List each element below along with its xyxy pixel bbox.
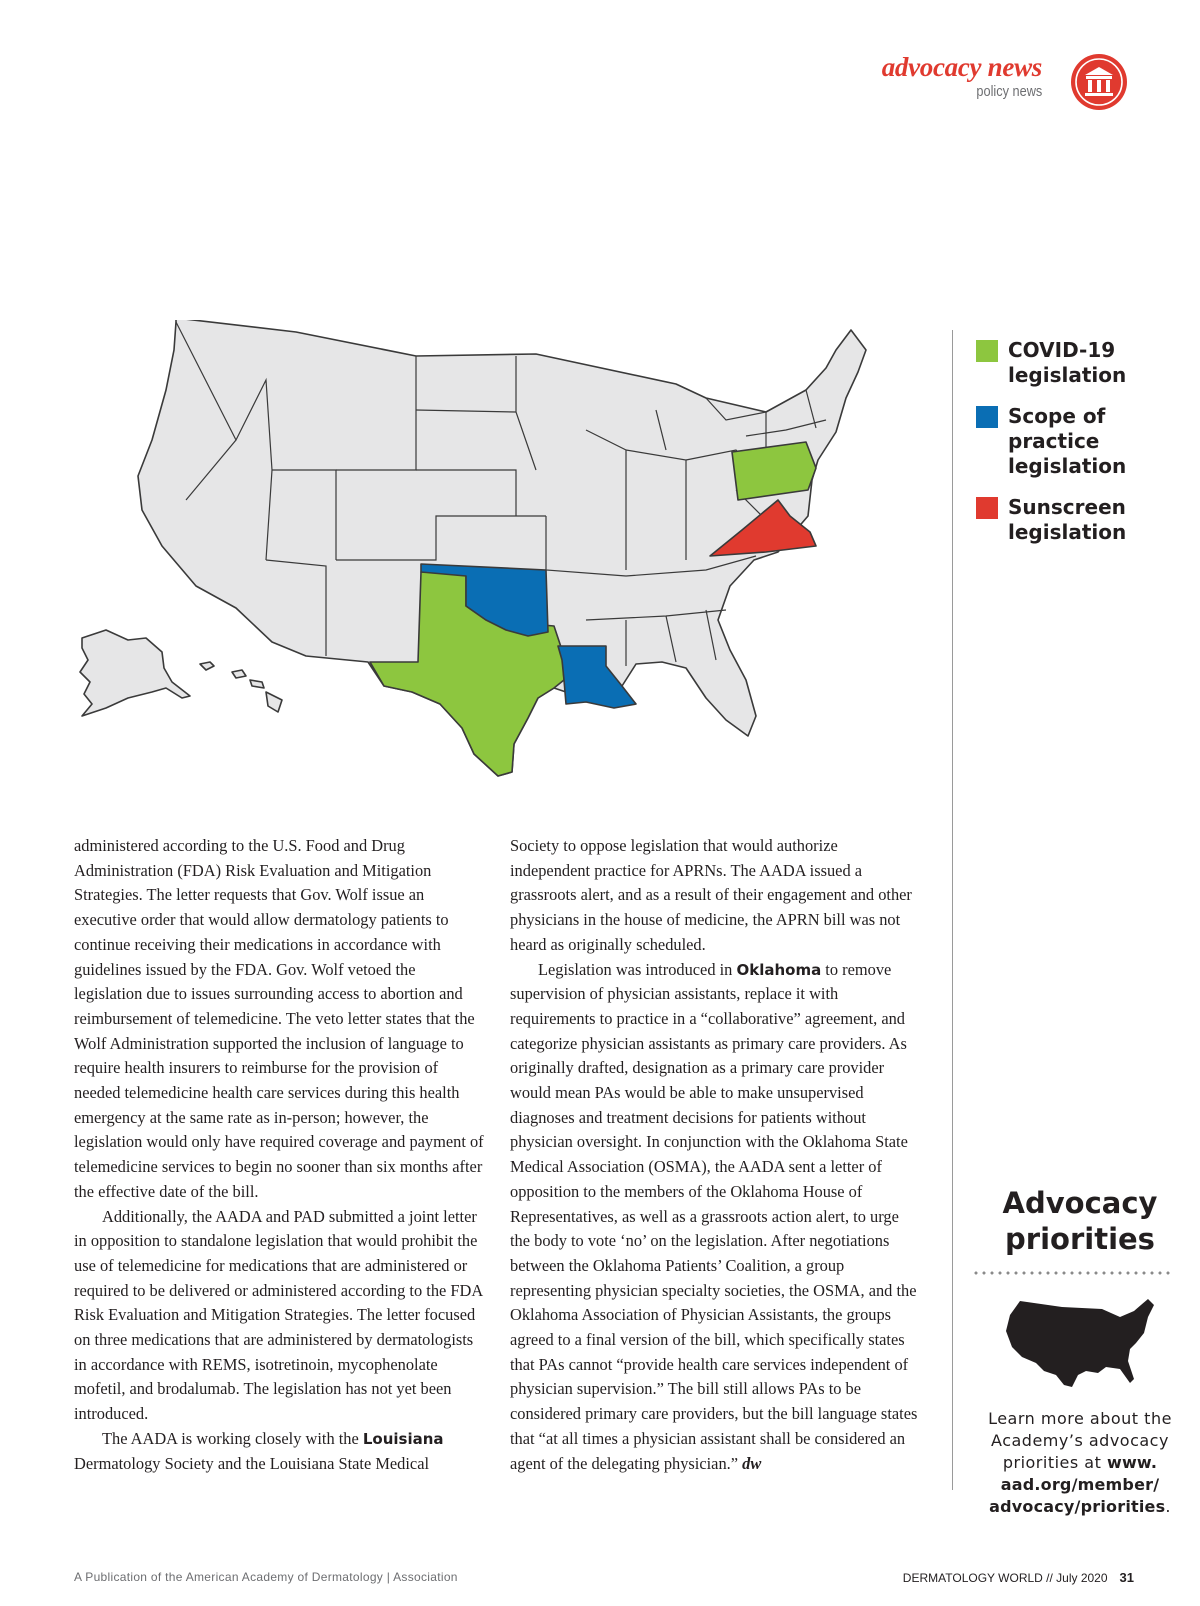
advocacy-sidebar — [960, 1185, 1200, 1518]
legend-label: legislation — [1008, 520, 1127, 544]
state-pennsylvania — [732, 442, 816, 500]
paragraph — [510, 958, 920, 1477]
hawaii-island-1 — [200, 662, 214, 670]
paragraph-text: Legislation was introduced in — [538, 959, 737, 979]
legend-label: practice — [1008, 429, 1100, 453]
advocacy-link-part: aad.org/member/ — [1000, 1475, 1160, 1494]
hawaii-island-2 — [232, 670, 246, 678]
sidebar-title-line: priorities — [1005, 1222, 1155, 1256]
legend-item-scope — [976, 404, 1176, 479]
article-column-1 — [74, 834, 487, 1476]
advocacy-link-part: www. — [1106, 1453, 1158, 1472]
legend-item-covid — [976, 338, 1176, 388]
section-subtitle: policy news — [976, 83, 1042, 100]
section-header — [882, 52, 1042, 102]
magazine-issue: DERMATOLOGY WORLD // July 2020 — [902, 1571, 1108, 1585]
alaska-shape — [80, 630, 190, 716]
page-number: 31 — [1119, 1570, 1134, 1585]
publication-credit: A Publication of the American Academy of Dermatology | Association — [74, 1570, 458, 1584]
dotted-divider — [972, 1271, 1174, 1275]
column-divider — [952, 330, 953, 1490]
paragraph-text: The AADA is working closely with the — [102, 1428, 363, 1448]
folio — [903, 1570, 1134, 1585]
paragraph: administered according to the U.S. Food and Drug Administration (FDA) Risk Evaluation and Mitigation Strategies. The letter requests that Gov. Wolf issue an executive order that would allow dermatology patients to continue receiving their medications in accordance with guidelines issued by the FDA. Gov. Wolf vetoed the legislation due to issues surrounding access to abortion and reimbursement of telemedicine. The veto letter states that the Wolf Administration supported the inclusion of language to require health insurers to reimburse for the provision of needed telemedicine health care services during this health emergency at the same rate as in-person; however, the legislation would only have required coverage and payment of telemedicine services to begin no sooner than six months after the effective date of the bill. — [74, 836, 484, 1201]
legend-label: COVID-19 — [1008, 338, 1116, 362]
map-legend — [976, 338, 1176, 561]
legend-item-sunscreen — [976, 495, 1176, 545]
paragraph: Society to oppose legislation that would authorize independent practice for APRNs. The AADA issued a grassroots alert, and as a result of their engagement and other physicians in the house of medicine, the APRN bill was not heard as originally scheduled. — [510, 836, 912, 954]
sidebar-text-lead: Learn more about the Academy’s advocacy priorities at — [988, 1409, 1172, 1472]
advocacy-link-part: advocacy/priorities — [989, 1497, 1166, 1516]
legend-label: Scope of — [1008, 404, 1106, 428]
legend-label: Sunscreen — [1008, 495, 1126, 519]
paragraph: Additionally, the AADA and PAD submitted a joint letter in opposition to standalone legislation that would prohibit the use of telemedicine for medications that are administered or required to be delivered or administered according to the FDA Risk Evaluation and Mitigation Strategies. The letter focused on three medications that are administered by dermatologists in accordance with REMS, isotretinoin, mycophenolate mofetil, and brodalumab. The legislation has not yet been introduced. — [74, 1206, 483, 1424]
paragraph-text: Dermatology Society and the Louisiana State Medical — [74, 1453, 430, 1473]
hawaii-island-3 — [250, 680, 264, 688]
sidebar-title — [960, 1185, 1200, 1257]
legend-label: legislation — [1008, 454, 1127, 478]
capitol-building-icon — [1071, 54, 1127, 110]
us-legislation-map — [66, 320, 926, 805]
sidebar-text — [960, 1408, 1200, 1518]
legend-swatch-sunscreen — [976, 497, 998, 519]
sidebar-text-end: . — [1165, 1497, 1171, 1516]
state-name-oklahoma: Oklahoma — [736, 960, 822, 979]
us-map-icon — [1002, 1297, 1162, 1392]
section-kicker: advocacy news — [881, 52, 1042, 82]
article-column-2 — [510, 834, 920, 1476]
legend-swatch-covid — [976, 340, 998, 362]
legend-swatch-scope — [976, 406, 998, 428]
sidebar-title-line: Advocacy — [1002, 1186, 1158, 1220]
legend-label: legislation — [1008, 363, 1127, 387]
state-name-louisiana: Louisiana — [362, 1429, 444, 1448]
author-signature: dw — [742, 1453, 762, 1473]
paragraph-text: to remove supervision of physician assistants, replace it with requirements to practice in a “collaborative” agreement, and categorize physician assistants as primary care providers. As originally drafted, designation as a primary care provider would mean PAs would be able to make unsupervised diagnoses and treatment decisions for patients without physician oversight. In conjunction with the Oklahoma State Medical Association (OSMA), the AADA sent a letter of opposition to the members of the Oklahoma House of Representatives, as well as a grassroots action alert, to urge the body to vote ‘no’ on the legislation. After negotiations between the Oklahoma Patients’ Coalition, a group representing physician specialty societies, the OSMA, and the Oklahoma Association of Physician Assistants, the groups agreed to a final version of the bill, which specifically states that PAs cannot “provide health care services independent of physician supervision.” The bill still allows PAs to be considered primary care providers, but the bill language states that “at all times a physician assistant shall be considered an agent of the delegating physician.” — [510, 959, 918, 1473]
hawaii-island-4 — [266, 692, 282, 712]
paragraph — [74, 1427, 487, 1476]
